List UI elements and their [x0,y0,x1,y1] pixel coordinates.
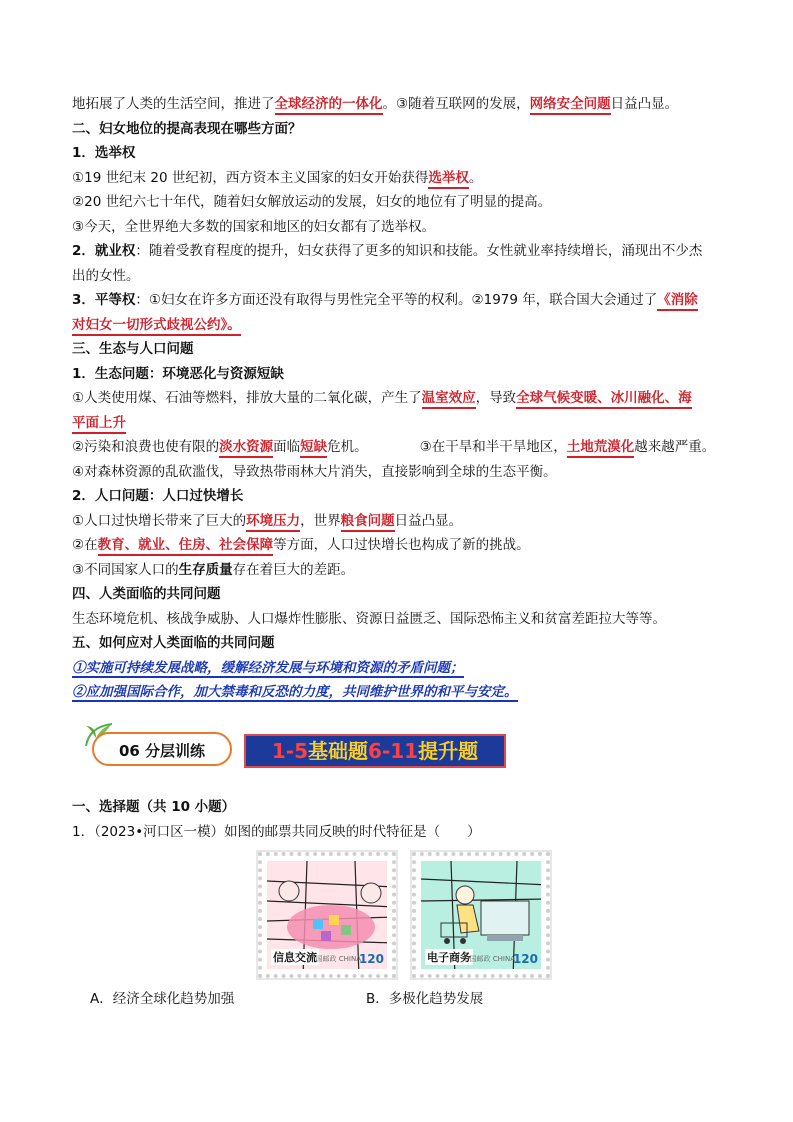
text-line: ②污染和浪费也使有限的淡水资源面临短缺危机。 ③在干旱和半干旱地区，土地荒漠化越来越严重。 [72,435,732,460]
stamp-info-exchange [258,852,396,978]
option-b[interactable]: B．多极化趋势发展 [366,991,484,1007]
text-line: 2．就业权：随着受教育程度的提升，妇女获得了更多的知识和技能。女性就业率持续增长，涌现出不少杰 [72,243,703,259]
subheading: 1．生态问题：环境恶化与资源短缺 [72,365,284,382]
text-line: 生态环境危机、核战争威胁、人口爆炸性膨胀、资源日益匮乏、国际恐怖主义和贫富差距拉大等等。 [72,610,666,627]
section-heading: 三、生态与人口问题 [72,341,194,357]
text-line: ②20 世纪六七十年代，随着妇女解放运动的发展，妇女的地位有了明显的提高。 [72,194,552,210]
subheading: 1．选举权 [72,145,136,161]
stamp-e-commerce [412,852,550,978]
text-line: 平面上升 [72,411,732,436]
text-line: 3．平等权：①妇女在许多方面还没有取得与男性完全平等的权利。②1979 年，联合国大会通过了《消除 [72,288,732,313]
text-line: ①19 世纪末 20 世纪初，西方资本主义国家的妇女开始获得选举权。 [72,166,732,191]
text-line: 出的女性。 [72,267,140,284]
stamp-country: 中国邮政 CHINA [462,955,515,963]
section-heading: 二、妇女地位的提高表现在哪些方面？ [72,120,302,137]
answer-line: ①实施可持续发展战略，缓解经济发展与环境和资源的矛盾问题； [72,659,464,676]
stamp-country: 中国邮政 CHINA [308,955,361,963]
intro-line: 地拓展了人类的生活空间，推进了全球经济的一体化。③随着互联网的发展，网络安全问题日益凸显。 [72,92,732,117]
section-pill-label: 06 分层训练 [92,732,232,766]
notes-section [72,92,732,705]
stamp-caption: 信息交流 [273,951,317,964]
text-line: ①人口过快增长带来了巨大的环境压力，世界粮食问题日益凸显。 [72,509,732,534]
questions-section [72,795,732,844]
stamp-value: 120 [358,952,384,966]
subheading: 2．人口问题：人口过快增长 [72,488,244,504]
question-heading: 一、选择题（共 10 小题） [72,799,236,815]
section-title-box: 1-5基础题6-11提升题 [244,734,506,768]
stamp-figure [258,852,553,980]
question-stem: 1．（2023•河口区一模）如图的邮票共同反映的时代特征是（ ） [72,823,481,840]
text-line: ②在教育、就业、住房、社会保障等方面，人口过快增长也构成了新的挑战。 [72,533,732,558]
answer-line: ②应加强国际合作，加大禁毒和反恐的力度，共同维护世界的和平与安定。 [72,684,518,700]
section-heading: 五、如何应对人类面临的共同问题 [72,635,275,651]
option-a[interactable]: A．经济全球化趋势加强 [90,991,235,1007]
section-banner [72,720,732,780]
stamp-value: 120 [512,952,538,966]
text-line: ④对森林资源的乱砍滥伐，导致热带雨林大片消失，直接影响到全球的生态平衡。 [72,463,557,480]
stamp-caption: 电子商务 [427,951,471,964]
section-heading: 四、人类面临的共同问题 [72,586,221,602]
text-line: ①人类使用煤、石油等燃料，排放大量的二氧化碳，产生了温室效应，导致全球气候变暖、冰川融化、海 [72,386,732,411]
text-line: 对妇女一切形式歧视公约》。 [72,313,732,338]
text-line: ③今天，全世界绝大多数的国家和地区的妇女都有了选举权。 [72,218,436,235]
text-line: ③不同国家人口的生存质量存在着巨大的差距。 [72,561,355,578]
